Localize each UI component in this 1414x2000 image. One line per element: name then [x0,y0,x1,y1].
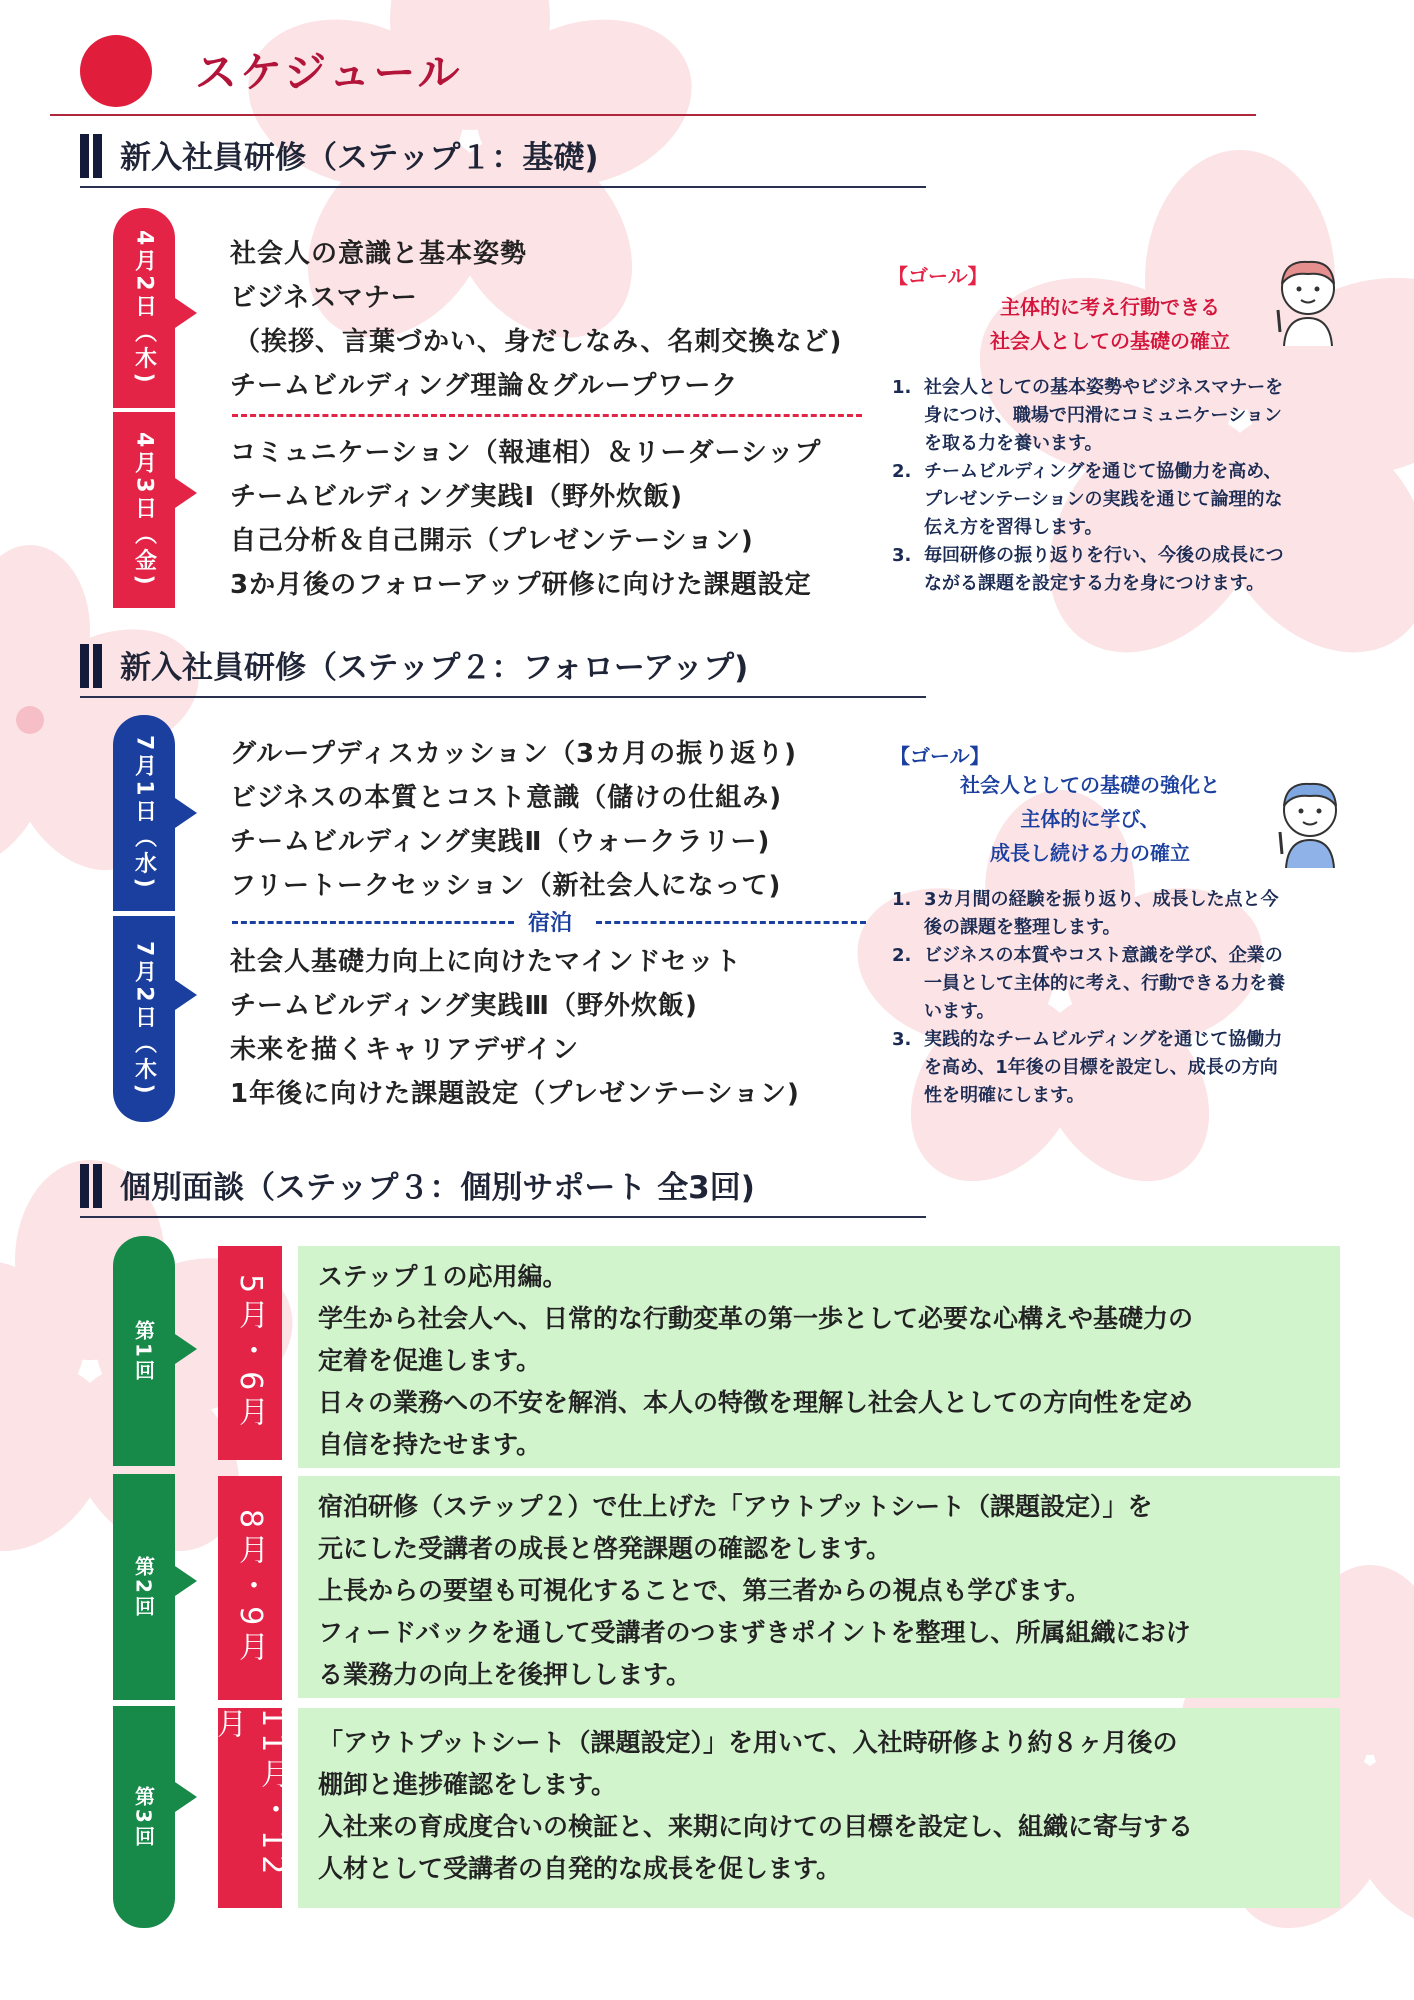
step1-day1-date: 4月2日（木) [131,229,157,387]
goal-main-line: 社会人としての基礎の確立 [990,329,1230,353]
step1-goal-points [892,374,1352,598]
step2-divider [80,696,926,698]
arrow-icon [175,298,197,328]
step1-day1-item: （挨拶、言葉づかい、身だしなみ、名刺交換など) [234,327,843,357]
note-line: 宿泊研修（ステップ２）で仕上げた「アウトプットシート（課題設定）」を [318,1492,1153,1521]
header-bar-icon [80,134,89,178]
step2-day2-item: 未来を描くキャリアデザイン [230,1035,580,1065]
stay-label: 宿泊 [528,911,573,936]
stay-divider-right [596,921,866,924]
person-red-icon [1268,254,1346,346]
note-line: 棚卸と進捗確認をします。 [318,1770,617,1799]
note-line: 定着を促進します。 [318,1346,542,1375]
step2-day2-item: チームビルディング実践Ⅲ（野外炊飯) [230,991,698,1021]
step2-goal-points [892,886,1352,1110]
goal-main-line: 主体的に考え行動できる [1000,295,1220,319]
note-line: 入社来の育成度合いの検証と、来期に向けての目標を設定し、組織に寄与する [318,1812,1194,1841]
step2-day2-date-pill [113,916,175,1122]
session2-round: 第2回 [131,1555,156,1619]
goal-main-line: 主体的に学び、 [1020,807,1160,831]
note-line: 学生から社会人へ、日常的な行動変革の第一歩として必要な心構えや基礎力の [318,1304,1194,1333]
step1-day1-item: ビジネスマナー [230,283,418,313]
stay-divider-left [232,921,514,924]
step1-day1-item: チームビルディング理論＆グループワーク [230,371,739,401]
session3-months-box [211,1708,290,1908]
session3-round-pill [113,1706,175,1928]
note-line: フィードバックを通して受講者のつまずきポイントを整理し、所属組織におけ [318,1618,1191,1647]
step1-goal-label: 【ゴール】 [888,264,988,288]
step2-day1-item: チームビルディング実践Ⅱ（ウォークラリー) [230,827,771,857]
step1-day2-item: 3か月後のフォローアップ研修に向けた課題設定 [230,570,812,600]
session2-round-pill [113,1474,175,1700]
title-divider [50,114,1256,116]
arrow-icon [175,1334,197,1364]
step3-heading: 個別面談（ステップ３：個別サポート 全3回) [120,1170,755,1206]
step2-day1-date: 7月1日（水) [131,734,157,892]
header-bar-icon [80,1164,89,1208]
note-line: ステップ１の応用編。 [318,1262,568,1291]
note-line: 日々の業務への不安を解消、本人の特徴を理解し社会人としての方向性を定め [318,1388,1194,1417]
session2-months-box [218,1476,282,1700]
step1-day2-item: チームビルディング実践Ⅰ（野外炊飯) [230,482,683,512]
arrow-icon [175,798,197,828]
step2-day1-item: ビジネスの本質とコスト意識（儲けの仕組み) [230,783,783,813]
goal-main-line: 成長し続ける力の確立 [990,841,1190,865]
day-divider [232,414,862,417]
session2-note [298,1476,1340,1698]
session1-round: 第1回 [131,1319,156,1383]
step1-day2-date: 4月3日（金) [131,431,157,589]
step1-day2-date-pill [113,412,175,608]
step1-goal-main [945,290,1275,358]
step1-divider [80,186,926,188]
arrow-icon [175,980,197,1010]
step3-divider [80,1216,926,1218]
note-line: る業務力の向上を後押しします。 [318,1660,692,1689]
step2-day2-date: 7月2日（木) [131,940,157,1098]
step2-header [80,640,926,700]
goal-point: 3. 毎回研修の振り返りを行い、今後の成長につ ながる課題を設定する力を身につけます。 [892,545,1284,594]
session1-months: 5月・6月 [233,1273,268,1433]
session3-note [298,1708,1340,1908]
session1-months-box [218,1246,282,1460]
goal-point: 2. ビジネスの本質やコスト意識を学び、企業の 一員として主体的に考え、行動できる力を養 います。 [892,945,1286,1022]
note-line: 人材として受講者の自発的な成長を促します。 [318,1854,842,1883]
note-line: 「アウトプットシート（課題設定）」を用いて、入社時研修より約８ヶ月後の [318,1728,1178,1757]
arrow-icon [175,1782,197,1812]
header-bar-icon [93,134,102,178]
note-line: 上長からの要望も可視化することで、第三者からの視点も学びます。 [318,1576,1091,1605]
step3-header [80,1160,926,1220]
arrow-icon [175,1566,197,1596]
goal-point: 1. 3カ月間の経験を振り返り、成長した点と今 後の課題を整理します。 [892,889,1279,938]
session1-note [298,1246,1340,1468]
step1-day2-item: 自己分析＆自己開示（プレゼンテーション) [230,526,754,556]
arrow-icon [175,478,197,508]
step2-day2-item: 1年後に向けた課題設定（プレゼンテーション) [230,1079,800,1109]
step2-goal-main [940,768,1240,870]
step2-day1-item: グループディスカッション（3カ月の振り返り) [230,739,798,769]
session2-months: 8月・9月 [233,1508,268,1668]
note-line: 自信を持たせます。 [318,1430,542,1459]
header-bar-icon [93,1164,102,1208]
step1-day1-date-pill [113,208,175,408]
step1-day1-item: 社会人の意識と基本姿勢 [230,239,528,269]
note-line: 元にした受講者の成長と啓発課題の確認をします。 [318,1534,892,1563]
goal-main-line: 社会人としての基礎の強化と [960,773,1220,797]
step1-heading: 新入社員研修（ステップ１：基礎) [120,140,599,176]
page-title: スケジュール [195,48,463,97]
blossom-icon [0,545,215,897]
step2-goal-label: 【ゴール】 [890,744,990,768]
person-blue-icon [1270,776,1348,868]
goal-point: 2. チームビルディングを通じて協働力を高め、 プレゼンテーションの実践を通じて論理的な 伝え方を習得します。 [892,461,1283,538]
step1-day2-item: コミュニケーション（報連相）＆リーダーシップ [230,438,822,468]
header-bar-icon [93,644,102,688]
step2-heading: 新入社員研修（ステップ２：フォローアップ) [120,650,749,686]
title-circle-icon [80,35,152,107]
step2-day1-item: フリートークセッション（新社会人になって) [230,871,782,901]
step2-day1-date-pill [113,715,175,911]
goal-point: 1. 社会人としての基本姿勢やビジネスマナーを 身につけ、職場で円滑にコミュニケーション を取る力を養います。 [892,377,1284,454]
step2-day2-item: 社会人基礎力向上に向けたマインドセット [230,947,742,977]
goal-point: 3. 実践的なチームビルディングを通じて協働力 を高め、1年後の目標を設定し、成長の方向 性を明確にします。 [892,1029,1283,1106]
session1-round-pill [113,1236,175,1466]
header-bar-icon [80,644,89,688]
session3-months: 11月・12月 [211,1708,290,1881]
step1-header [80,130,926,190]
session3-round: 第3回 [131,1785,156,1849]
